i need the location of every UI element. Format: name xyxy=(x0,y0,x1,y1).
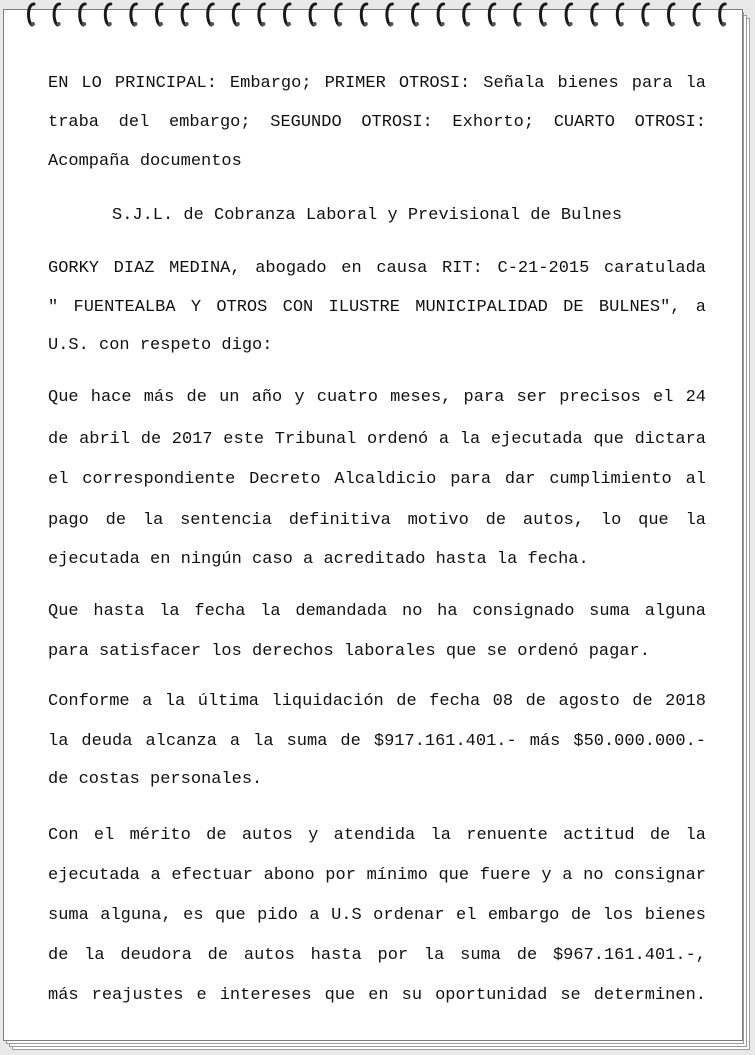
paragraph-1-line: el correspondiente Decreto Alcaldicio para dar cumplimiento al xyxy=(48,470,706,489)
paragraph-4-line: Con el mérito de autos y atendida la renuente actitud de la xyxy=(48,826,706,845)
paragraph-3-line: de costas personales. xyxy=(48,770,263,789)
summary-line-1: EN LO PRINCIPAL: Embargo; PRIMER OTROSI: Señala bienes para la xyxy=(48,74,706,93)
paragraph-3-line: la deuda alcanza a la suma de $917.161.401.- más $50.000.000.- xyxy=(48,732,706,751)
paragraph-4-line: ejecutada a efectuar abono por mínimo que fuere y a no consignar xyxy=(48,866,706,885)
court-heading: S.J.L. de Cobranza Laboral y Previsional de Bulnes xyxy=(112,206,623,225)
paragraph-2-line: para satisfacer los derechos laborales que se ordenó pagar. xyxy=(48,642,650,661)
paragraph-1-line: pago de la sentencia definitiva motivo de autos, lo que la xyxy=(48,511,706,530)
paragraph-1-line: ejecutada en ningún caso a acreditado hasta la fecha. xyxy=(48,550,589,569)
paragraph-3-line: Conforme a la última liquidación de fecha 08 de agosto de 2018 xyxy=(48,692,706,711)
paragraph-4-line: de la deudora de autos hasta por la suma de $967.161.401.-, xyxy=(48,946,706,965)
paragraph-4-line: suma alguna, es que pido a U.S ordenar el embargo de los bienes xyxy=(48,906,706,925)
paragraph-1-line: Que hace más de un año y cuatro meses, para ser precisos el 24 xyxy=(48,388,706,407)
intro-line-3: U.S. con respeto digo: xyxy=(48,336,273,355)
paragraph-2-line: Que hasta la fecha la demandada no ha consignado suma alguna xyxy=(48,602,706,621)
summary-line-2: traba del embargo; SEGUNDO OTROSI: Exhorto; CUARTO OTROSI: xyxy=(48,113,706,132)
summary-line-3: Acompaña documentos xyxy=(48,152,242,171)
paragraph-4-line: más reajustes e intereses que en su oportunidad se determinen. xyxy=(48,986,706,1005)
paragraph-1-line: de abril de 2017 este Tribunal ordenó a la ejecutada que dictara xyxy=(48,430,706,449)
intro-line-1: GORKY DIAZ MEDINA, abogado en causa RIT: C-21-2015 caratulada xyxy=(48,259,706,278)
intro-line-2: " FUENTEALBA Y OTROS CON ILUSTRE MUNICIPALIDAD DE BULNES", a xyxy=(48,298,706,317)
